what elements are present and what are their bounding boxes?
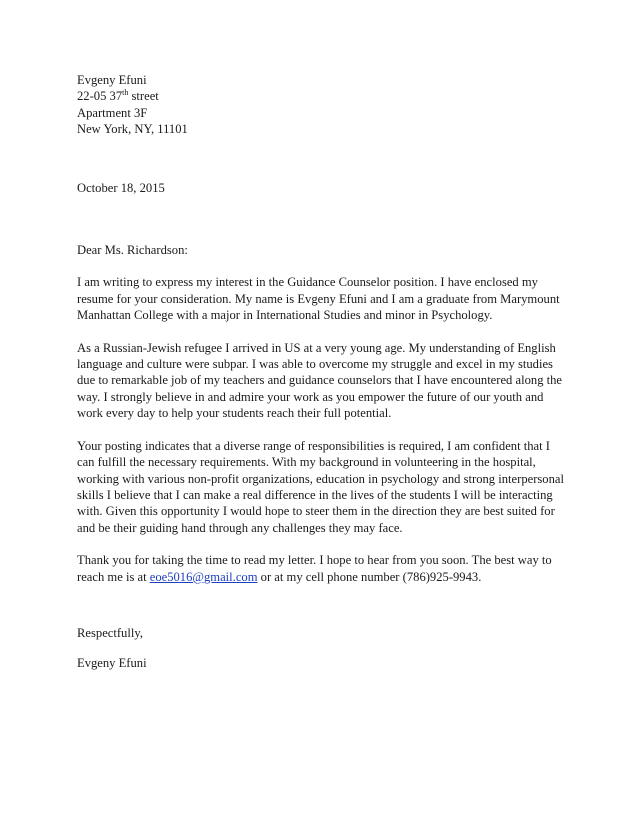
sender-street (77, 88, 567, 104)
street-ordinal-suffix: th (122, 88, 129, 98)
letter-date: October 18, 2015 (77, 180, 165, 195)
sender-name: Evgeny Efuni (77, 73, 147, 87)
contact-text-before-email: Thank you for taking the time to read my letter. I hope to hear from you soon. The best way to reach me is at (77, 553, 552, 584)
contact-text-after-email: or at my cell phone number (786)925-9943. (257, 569, 482, 584)
paragraph-introduction: I am writing to express my interest in the Guidance Counselor position. I have enclosed my resume for your consideration. My name is Evgeny Efuni and I am a graduate from Marymount Manhattan College with a major in International Studies and minor in Psychology. (77, 275, 560, 323)
salutation: Dear Ms. Richardson: (77, 243, 188, 258)
closing: Respectfully, (77, 625, 143, 640)
street-number: 22-05 37 (77, 89, 123, 104)
street-word: street (128, 89, 159, 104)
paragraph-contact (77, 552, 567, 585)
sender-address (77, 72, 567, 138)
paragraph-qualifications: Your posting indicates that a diverse range of responsibilities is required, I am confident that I can fulfill the necessary requirements. With my background in volunteering in the hospital, working with various non-profit organizations, education in psychology and strong interpersonal skills I believe that I can make a real difference in the lives of the students I will be interacting with. Given this opportunity I would hope to steer them in the direction they are best suited for and be their guiding hand through any challenges they may face. (77, 438, 564, 535)
cover-letter (77, 72, 567, 672)
signature-name: Evgeny Efuni (77, 656, 147, 671)
paragraph-background: As a Russian-Jewish refugee I arrived in US at a very young age. My understanding of English language and culture were subpar. I was able to overcome my struggle and excel in my studies due to remarkable job of my teachers and guidance counselors that I have encountered along the way. I strongly believe in and admire your work as you empower the future of our youth and work every day to help your students reach their full potential. (77, 340, 563, 421)
sender-city-line: New York, NY, 11101 (77, 122, 188, 137)
email-link[interactable]: eoe5016@gmail.com (149, 569, 258, 584)
sender-apartment: Apartment 3F (77, 105, 148, 120)
